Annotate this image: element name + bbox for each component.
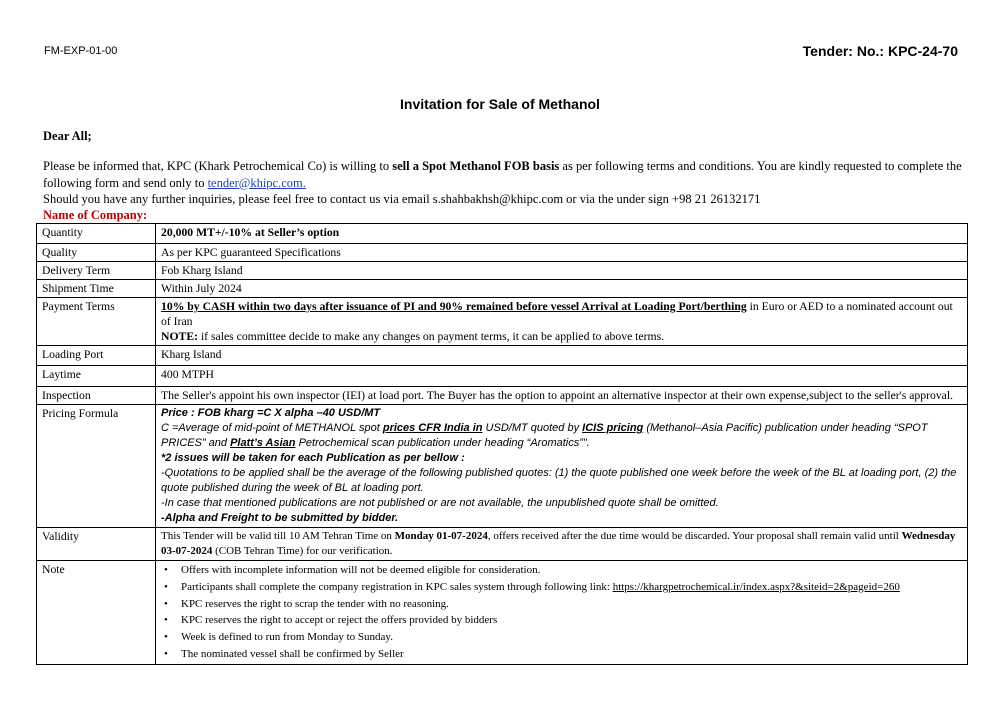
intro-text-1: Please be informed that, KPC (Khark Petrochemical Co) is willing to (43, 159, 393, 173)
list-item (164, 629, 962, 646)
pricing-c-text-3: (Methanol–Asia Pacific) publication under heading “SPOT PRICES” and (161, 422, 928, 449)
form-code: FM-EXP-01-00 (44, 45, 118, 57)
loading-port-label: Loading Port (37, 346, 156, 366)
note-text: KPC reserves the right to accept or reject the offers provided by bidders (181, 614, 498, 627)
pricing-platts: Platt’s Asian (230, 437, 296, 449)
row-quality (37, 244, 968, 262)
quantity-label: Quantity (37, 224, 156, 244)
note-label: Note (37, 561, 156, 665)
note-text: Week is defined to run from Monday to Sunday. (181, 631, 393, 644)
row-delivery (37, 262, 968, 280)
validity-value (156, 528, 968, 561)
payment-rest: in Euro or AED to a nominated account out of Iran (161, 300, 953, 328)
list-item (164, 612, 962, 629)
note-text: The nominated vessel shall be confirmed by Seller (181, 647, 404, 660)
shipment-label: Shipment Time (37, 280, 156, 298)
payment-label: Payment Terms (37, 298, 156, 346)
payment-bold-terms: 10% by CASH within two days after issuance of PI and 90% remained before vessel Arrival at Loading Port/berthing (161, 300, 747, 313)
terms-table (36, 223, 968, 665)
quantity-value: 20,000 MT+/-10% at Seller’s option (156, 224, 968, 244)
loading-port-value: Kharg Island (156, 346, 968, 366)
bullet-icon: • (164, 614, 168, 627)
row-payment (37, 298, 968, 346)
list-item (164, 579, 962, 596)
row-inspection (37, 387, 968, 405)
tender-email-link[interactable]: tender@khipc.com. (207, 175, 306, 190)
pricing-c-text-1: C =Average of mid-point of METHANOL spot (161, 422, 383, 434)
note-text: KPC reserves the right to scrap the tender with no reasoning. (181, 597, 449, 610)
bullet-icon: • (164, 564, 168, 576)
page-title: Invitation for Sale of Methanol (400, 96, 600, 112)
validity-date-2: Wednesday 03-07-2024 (161, 530, 956, 557)
pricing-issues: *2 issues will be taken for each Publication as per bellow : (161, 452, 465, 464)
bullet-icon: • (164, 580, 168, 593)
note-list (161, 562, 962, 663)
list-item (164, 596, 962, 613)
list-item (164, 562, 962, 579)
bullet-icon: • (164, 631, 168, 644)
bullet-icon: • (164, 647, 168, 660)
inspection-value: The Seller's appoint his own inspector (IEI) at load port. The Buyer has the option to appoint an alternative inspector at their own expense,subject to the seller's approval. (156, 387, 968, 405)
list-item (164, 646, 962, 663)
row-pricing (37, 405, 968, 528)
bullet-icon: • (164, 597, 168, 610)
row-loading-port (37, 346, 968, 366)
validity-date-1: Monday 01-07-2024 (394, 530, 488, 542)
greeting: Dear All; (43, 129, 92, 143)
row-validity (37, 528, 968, 561)
pricing-icis: ICIS pricing (582, 422, 644, 434)
pricing-value (156, 405, 968, 528)
pricing-formula: Price : FOB kharg =C X alpha –40 USD/MT (161, 407, 381, 419)
quality-label: Quality (37, 244, 156, 262)
payment-value (156, 298, 968, 346)
inspection-label: Inspection (37, 387, 156, 405)
note-text: Participants shall complete the company registration in KPC sales system through following link: (181, 580, 613, 593)
pricing-c-text-2: USD/MT quoted by (482, 422, 583, 434)
row-quantity (37, 224, 968, 244)
intro-text-2: as per following terms and conditions. You are kindly requested to complete the following form and send only to (43, 159, 962, 190)
pricing-alpha: -Alpha and Freight to be submitted by bidder. (161, 512, 399, 524)
payment-note-label: NOTE: (161, 330, 199, 343)
payment-note-text: if sales committee decide to make any changes on payment terms, it can be applied to above terms. (198, 330, 665, 343)
note-text: Offers with incomplete information will not be deemed eligible for consideration. (181, 564, 541, 576)
validity-text-1: This Tender will be valid till 10 AM Tehran Time on (161, 530, 395, 542)
quality-value: As per KPC guaranteed Specifications (156, 244, 968, 262)
row-shipment (37, 280, 968, 298)
pricing-c-text-4: Petrochemical scan publication under heading “Aromatics”". (295, 437, 590, 449)
delivery-label: Delivery Term (37, 262, 156, 280)
pricing-cfr-india: prices CFR India in (382, 422, 483, 434)
validity-text-2: , offers received after the due time would be discarded. Your proposal shall remain valid until (487, 530, 902, 542)
registration-link[interactable]: https://khargpetrochemical.ir/index.aspx?&siteid=2&pageid=260 (612, 580, 900, 593)
row-laytime (37, 366, 968, 387)
shipment-value: Within July 2024 (156, 280, 968, 298)
laytime-value: 400 MTPH (156, 366, 968, 387)
laytime-label: Laytime (37, 366, 156, 387)
validity-text-3: (COB Tehran Time) for our verification. (212, 545, 393, 557)
note-value (156, 561, 968, 665)
delivery-value: Fob Kharg Island (156, 262, 968, 280)
validity-label: Validity (37, 528, 156, 561)
tender-number: Tender: No.: KPC-24-70 (802, 43, 958, 59)
pricing-omit: -In case that mentioned publications are not published or are not available, the unpublished quote shall be omitted. (161, 497, 719, 509)
intro-contact: Should you have any further inquiries, please feel free to contact us via email s.shahbakhsh@khipc.com or via the under sign +98 21 26132171 (43, 192, 761, 206)
intro-bold: sell a Spot Methanol FOB basis (392, 159, 560, 173)
company-name-label: Name of Company: (43, 208, 148, 222)
pricing-label: Pricing Formula (37, 405, 156, 528)
intro-paragraph (43, 158, 963, 208)
row-note (37, 561, 968, 665)
pricing-quotes: -Quotations to be applied shall be the average of the following published quotes: (1) the quote published one week before the week of the BL at loading port, (2) the quote published during the week of BL at loading port. (161, 467, 957, 494)
